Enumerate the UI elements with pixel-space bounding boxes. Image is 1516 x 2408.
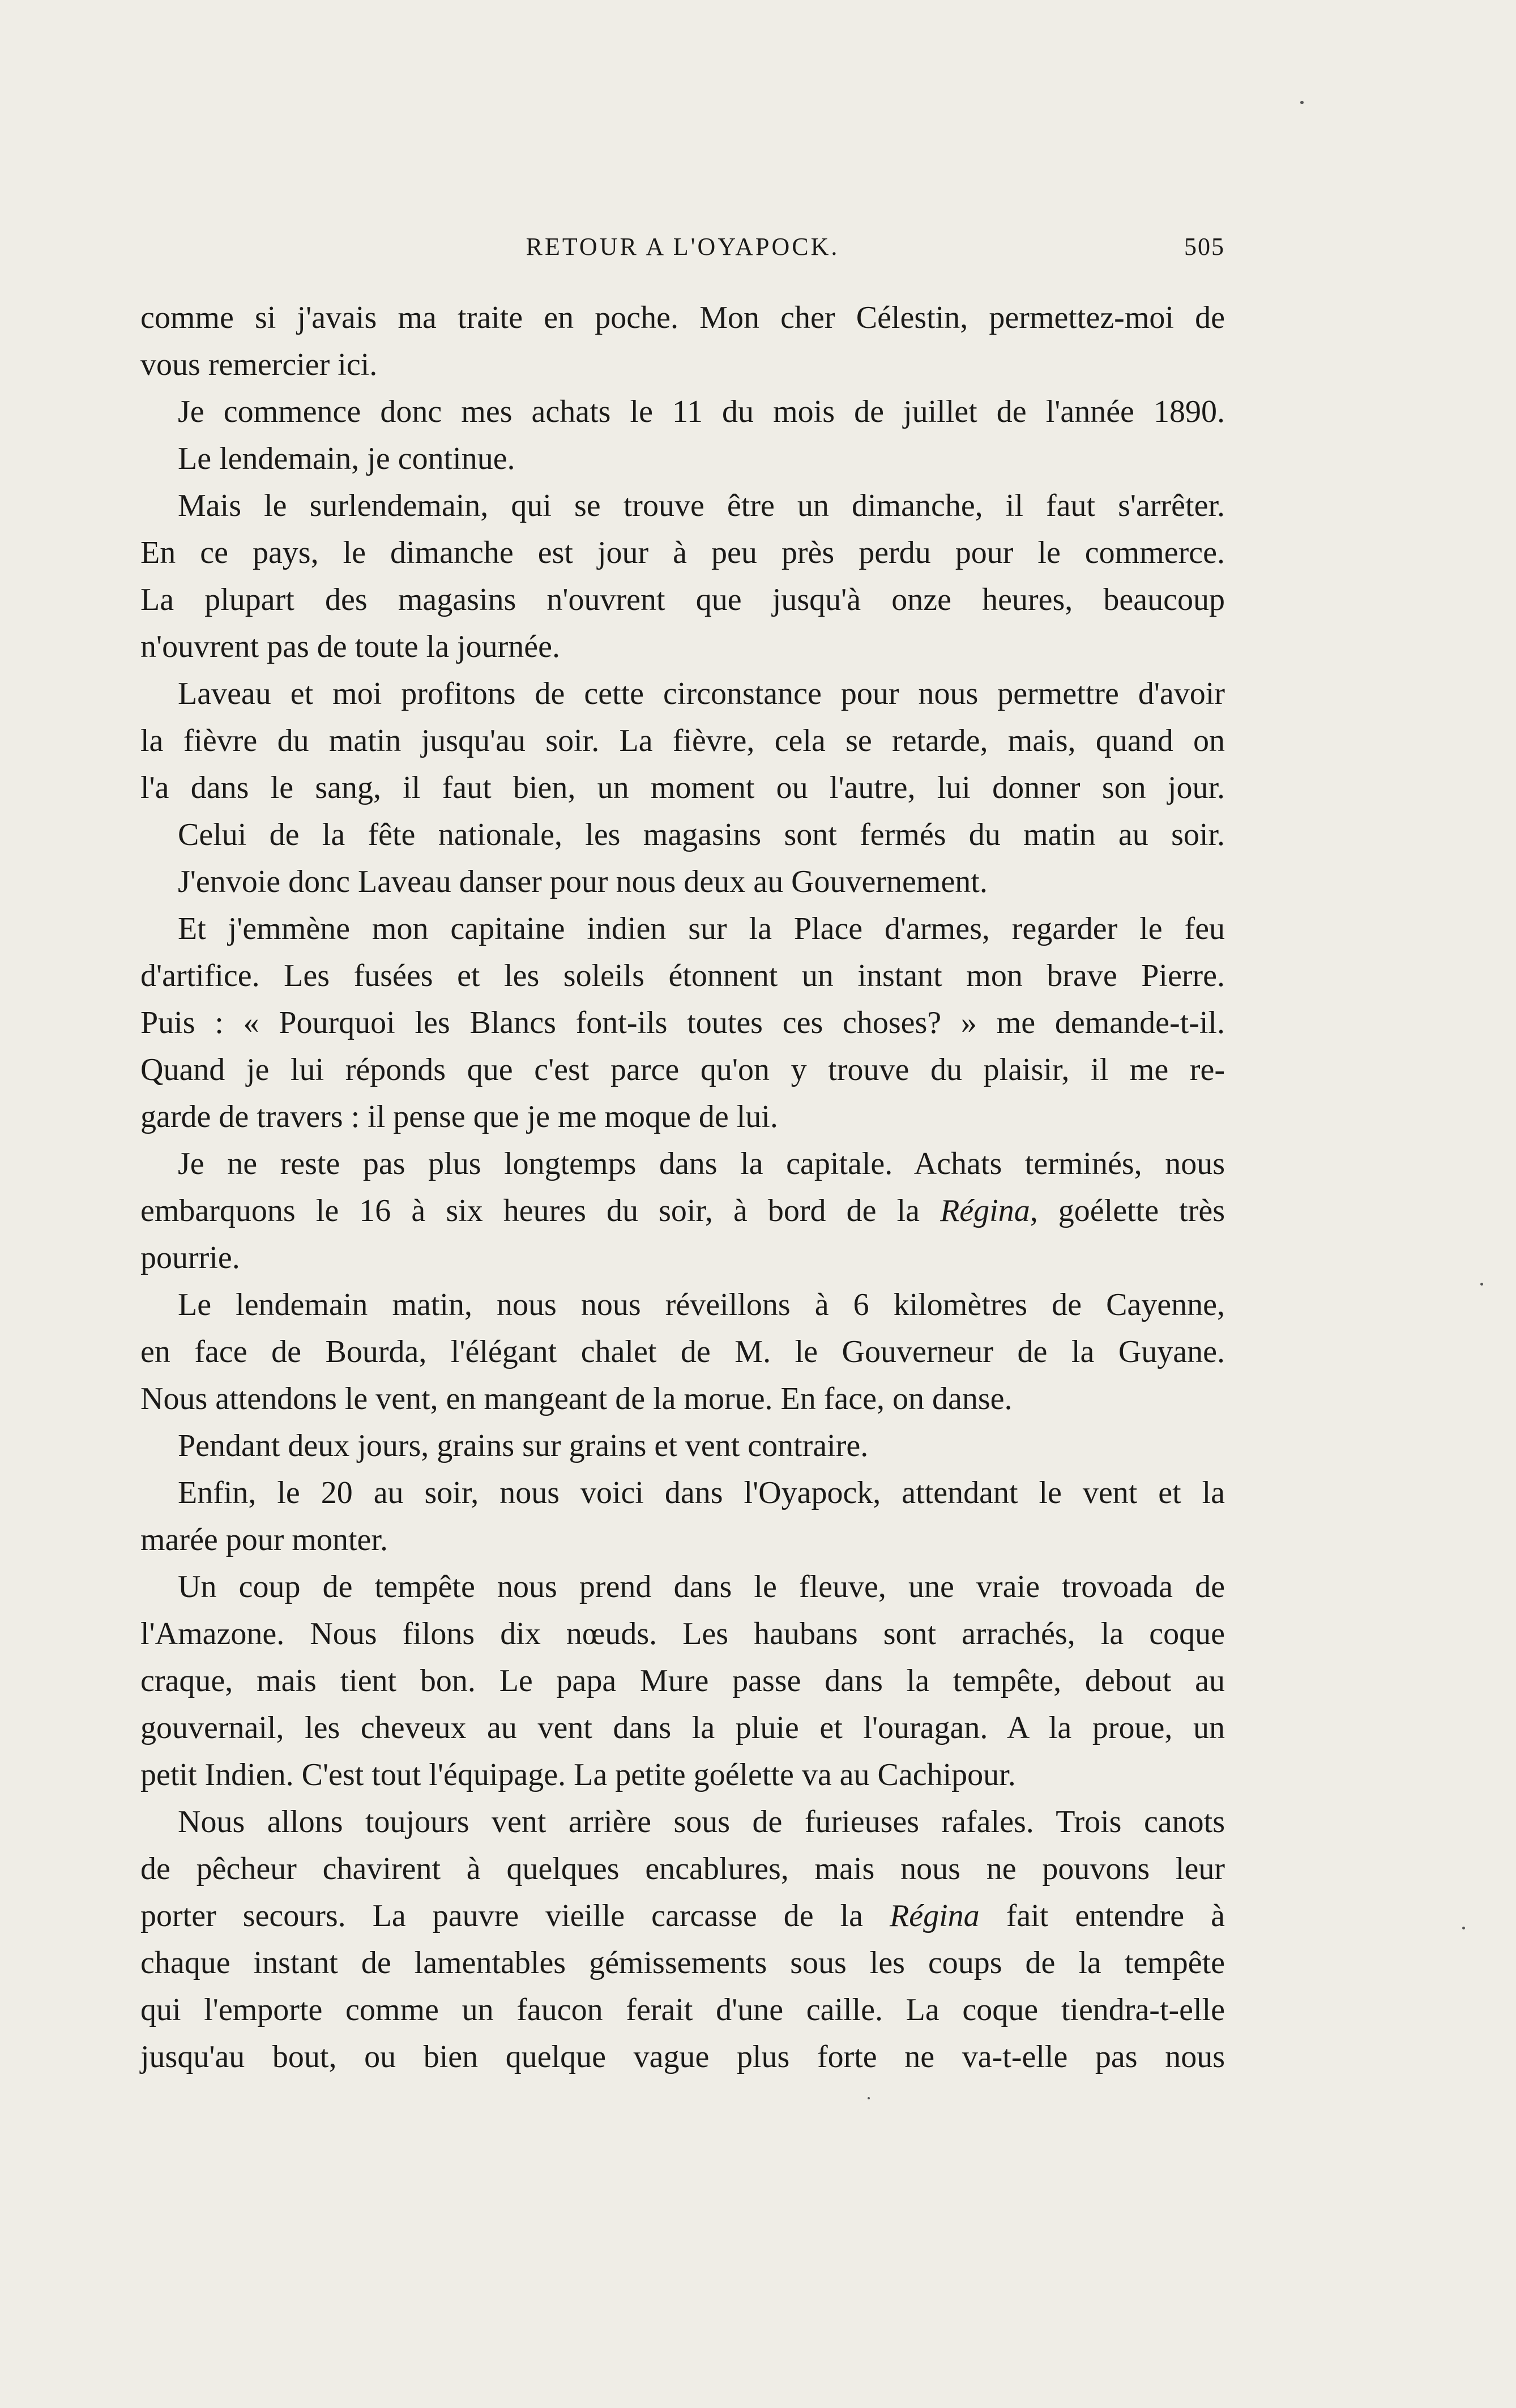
text-line [140, 1893, 1225, 1940]
scan-speck [868, 2097, 870, 2099]
text-line: jusqu'au bout, ou bien quelque vague plus forte ne va-t-elle pas nous [140, 2039, 1225, 2074]
text-segment: , goélette très [1030, 1193, 1225, 1228]
text-line: n'ouvrent pas de toute la journée. [140, 629, 560, 664]
text-line: Celui de la fête nationale, les magasins sont fermés du matin au soir. [178, 817, 1225, 852]
text-line: qui l'emporte comme un faucon ferait d'une caille. La coque tiendra-t-elle [140, 1992, 1225, 2027]
scan-speck [1480, 1283, 1483, 1286]
text-line: Pendant deux jours, grains sur grains et vent contraire. [178, 1428, 869, 1463]
running-header [140, 232, 1225, 272]
text-line: de pêcheur chavirent à quelques encablures, mais nous ne pouvons leur [140, 1851, 1225, 1886]
text-line: d'artifice. Les fusées et les soleils étonnent un instant mon brave Pierre. [140, 958, 1225, 993]
body-text [140, 294, 1225, 2081]
text-line: la fièvre du matin jusqu'au soir. La fièvre, cela se retarde, mais, quand on [140, 723, 1225, 758]
text-line: comme si j'avais ma traite en poche. Mon cher Célestin, permettez-moi de [140, 300, 1225, 335]
text-line: Laveau et moi profitons de cette circonstance pour nous permettre d'avoir [178, 676, 1225, 711]
text-line: petit Indien. C'est tout l'équipage. La petite goélette va au Cachipour. [140, 1757, 1016, 1792]
text-line: Quand je lui réponds que c'est parce qu'on y trouve du plaisir, il me re- [140, 1052, 1225, 1087]
text-line: gouvernail, les cheveux au vent dans la pluie et l'ouragan. A la proue, un [140, 1710, 1225, 1745]
text-line: Le lendemain matin, nous nous réveillons à 6 kilomètres de Cayenne, [178, 1287, 1225, 1322]
text-segment: fait entendre à [979, 1898, 1225, 1933]
text-segment: embarquons le 16 à six heures du soir, à bord de la [140, 1193, 941, 1228]
text-line: Et j'emmène mon capitaine indien sur la Place d'armes, regarder le feu [178, 911, 1225, 946]
text-line: Je ne reste pas plus longtemps dans la capitale. Achats terminés, nous [178, 1146, 1225, 1181]
text-line: Enfin, le 20 au soir, nous voici dans l'Oyapock, attendant le vent et la [178, 1475, 1225, 1510]
ship-name: Régina [940, 1193, 1030, 1228]
scan-speck [1300, 101, 1304, 104]
text-line: La plupart des magasins n'ouvrent que jusqu'à onze heures, beaucoup [140, 582, 1225, 617]
text-line [140, 1188, 1225, 1235]
text-line: J'envoie donc Laveau danser pour nous deux au Gouvernement. [178, 864, 988, 899]
text-line: craque, mais tient bon. Le papa Mure passe dans la tempête, debout au [140, 1663, 1225, 1698]
text-line: vous remercier ici. [140, 347, 378, 382]
scan-speck [1462, 1927, 1465, 1929]
text-line: en face de Bourda, l'élégant chalet de M. le Gouverneur de la Guyane. [140, 1334, 1225, 1369]
text-line: Nous attendons le vent, en mangeant de la morue. En face, on danse. [140, 1381, 1013, 1416]
text-line: marée pour monter. [140, 1522, 388, 1557]
text-line: En ce pays, le dimanche est jour à peu près perdu pour le commerce. [140, 535, 1225, 570]
text-line: Nous allons toujours vent arrière sous de furieuses rafales. Trois canots [178, 1804, 1225, 1839]
text-line: pourrie. [140, 1240, 240, 1275]
text-line: garde de travers : il pense que je me moque de lui. [140, 1099, 778, 1134]
text-line: Puis : « Pourquoi les Blancs font-ils toutes ces choses? » me demande-t-il. [140, 1005, 1225, 1040]
text-line: Mais le surlendemain, qui se trouve être un dimanche, il faut s'arrêter. [178, 488, 1225, 523]
running-title: RETOUR A L'OYAPOCK. [526, 233, 840, 261]
page-number: 505 [1184, 233, 1225, 261]
text-line: l'Amazone. Nous filons dix nœuds. Les haubans sont arrachés, la coque [140, 1616, 1225, 1651]
ship-name: Régina [890, 1898, 980, 1933]
text-line: l'a dans le sang, il faut bien, un moment ou l'autre, lui donner son jour. [140, 770, 1225, 805]
text-line: Un coup de tempête nous prend dans le fleuve, une vraie trovoada de [178, 1569, 1225, 1604]
text-line: Le lendemain, je continue. [178, 441, 515, 476]
text-line: chaque instant de lamentables gémissements sous les coups de la tempête [140, 1945, 1225, 1980]
text-line: Je commence donc mes achats le 11 du mois de juillet de l'année 1890. [178, 394, 1225, 429]
text-segment: porter secours. La pauvre vieille carcasse de la [140, 1898, 890, 1933]
